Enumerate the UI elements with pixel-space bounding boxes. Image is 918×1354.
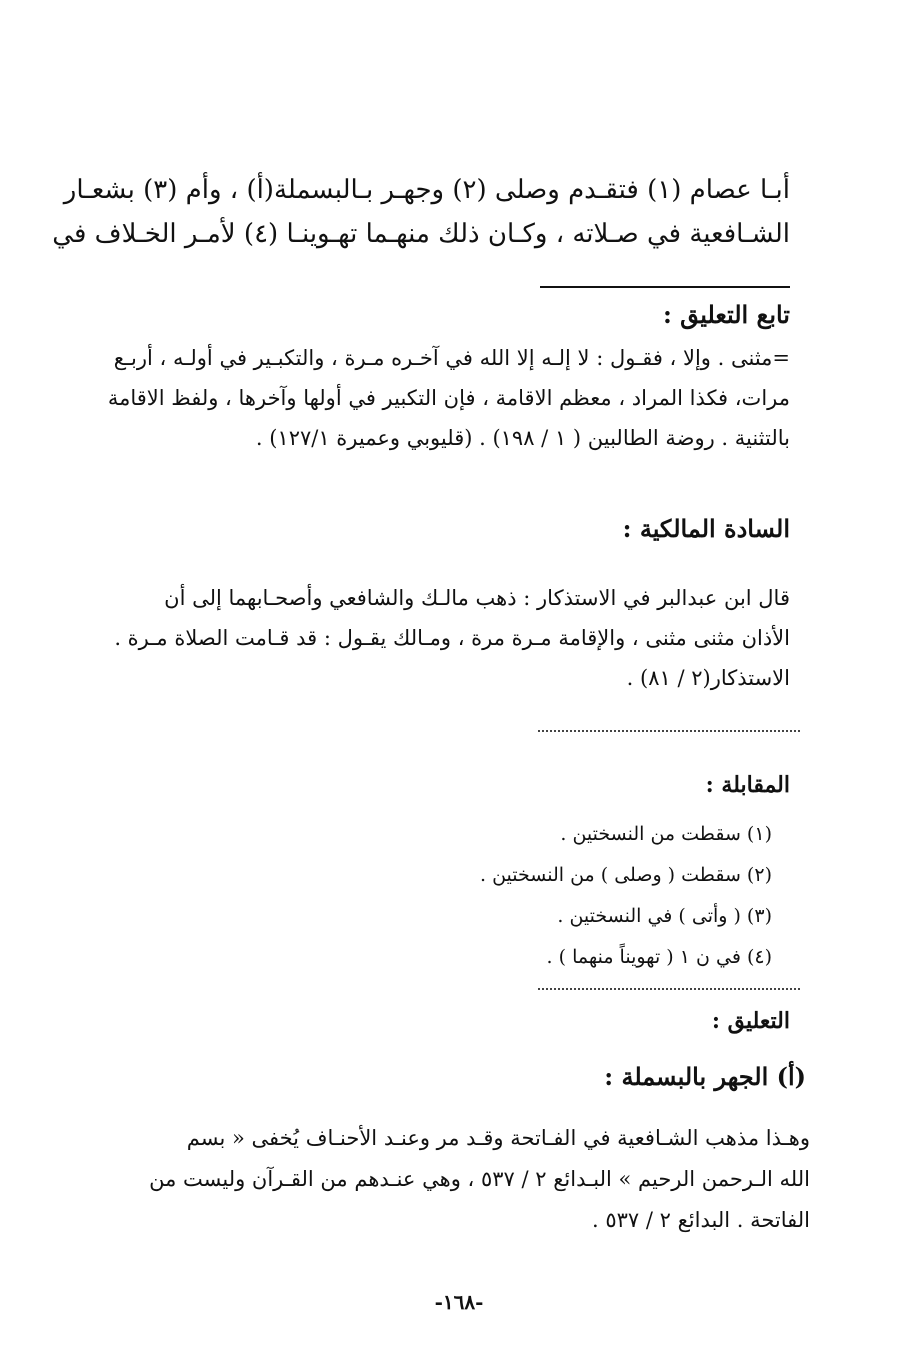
comment-line: =مثنى . وإلا ، فقـول : لا إلـه إلا الله في آخـره مـرة ، والتكبـير في أولـه ، أربـع [113, 346, 790, 370]
comment-line: مرات، فكذا المراد ، معظم الاقامة ، فإن التكبير في أولها وآخرها ، ولفظ الاقامة [107, 386, 790, 410]
main-text-line: أبـا عصام (١) فتقـدم وصلى (٢) وجهـر بـالبسملة(أ) ، وأم (٣) بشعـار [63, 175, 790, 205]
taaliq-line: الفاتحة . البدائع ٢ / ٥٣٧ . [592, 1208, 810, 1232]
taaliq-line: وهـذا مذهب الشـافعية في الفـاتحة وقـد مر وعنـد الأحنـاف يُخفى « بسم [186, 1126, 810, 1150]
footnote-separator [540, 286, 790, 288]
comment-continuation-text [90, 338, 790, 458]
taaliq-text [110, 1118, 810, 1241]
collation-item: (٢) سقطت ( وصلى ) من النسختين . [480, 864, 772, 886]
main-text-line: الشـافعية في صـلاته ، وكـان ذلك منهـما تهـوينـا (٤) لأمـر الخـلاف في [52, 219, 790, 249]
page-number: -١٦٨- [434, 1290, 484, 1314]
comment-continuation-heading: تابع التعليق : [662, 300, 790, 329]
main-text [52, 168, 790, 256]
maliki-heading: السادة المالكية : [622, 514, 790, 543]
collation-heading: المقابلة : [705, 772, 790, 798]
collation-list [480, 814, 772, 978]
collation-item: (١) سقطت من النسختين . [560, 823, 772, 845]
maliki-line: الاستذكار(٢ / ٨١) . [626, 666, 790, 690]
comment-line: بالتثنية . روضة الطالبين ( ١ / ١٩٨) . (قليوبي وعميرة ١٢٧/١) . [255, 426, 790, 450]
maliki-text [100, 578, 790, 698]
dotted-separator [538, 730, 800, 732]
maliki-line: الأذان مثنى مثنى ، والإقامة مـرة مرة ، ومـالك يقـول : قد قـامت الصلاة مـرة . [114, 626, 790, 650]
collation-item: (٣) ( وأتى ) في النسختين . [557, 905, 772, 927]
collation-item: (٤) في ن ١ ( تهويناً منهما ) . [546, 946, 772, 968]
maliki-line: قال ابن عبدالبر في الاستذكار : ذهب مالـك والشافعي وأصحـابهما إلى أن [164, 586, 790, 610]
taaliq-subheading: (أ) الجهر بالبسملة : [604, 1062, 806, 1091]
taaliq-heading: التعليق : [711, 1008, 790, 1034]
taaliq-line: الله الـرحمن الرحيم » البـدائع ٢ / ٥٣٧ ، وهي عنـدهم من القـرآن وليست من [149, 1167, 810, 1191]
dotted-separator [538, 988, 800, 990]
